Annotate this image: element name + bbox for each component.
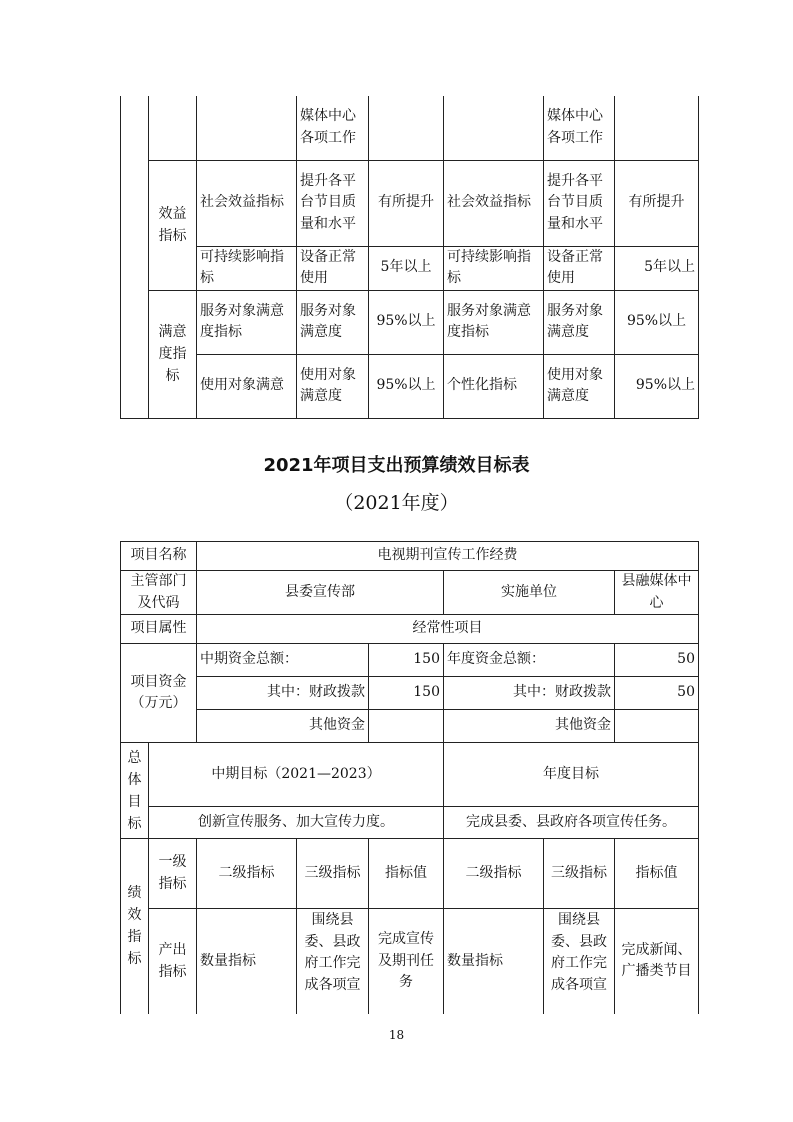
mid-goal-label: 中期目标（2021—2023） <box>149 743 444 807</box>
table-cell: 5年以上 <box>369 246 444 290</box>
table-row <box>121 354 699 418</box>
table-cell: 可持续影响指标 <box>444 246 544 290</box>
table-row <box>121 909 699 1014</box>
table-cell: 媒体中心各项工作 <box>297 96 369 160</box>
table-row <box>121 710 699 743</box>
qty-label: 数量指标 <box>197 909 297 1014</box>
table-cell: 服务对象满意度指标 <box>197 290 297 354</box>
attr-label: 项目属性 <box>121 615 197 644</box>
table-row <box>121 839 699 909</box>
project-name-label: 项目名称 <box>121 542 197 571</box>
table-cell: 社会效益指标 <box>444 160 544 246</box>
table-cell: 5年以上 <box>615 246 699 290</box>
funds-label: 项目资金（万元） <box>121 644 197 743</box>
table-cell: 可持续影响指标 <box>197 246 297 290</box>
project-name-value: 电视期刊宣传工作经费 <box>197 542 699 571</box>
category-cell: 满意度指标 <box>149 290 197 418</box>
prev-indicator-table <box>120 96 699 419</box>
header-level2: 二级指标 <box>444 839 544 909</box>
table-cell: 使用对象满意度 <box>297 354 369 418</box>
mid-other-label: 其他资金 <box>197 710 369 743</box>
table-cell: 媒体中心各项工作 <box>544 96 615 160</box>
table-cell: 社会效益指标 <box>197 160 297 246</box>
table-cell: 使用对象满意 <box>197 354 297 418</box>
year-fiscal-label: 其中：财政拨款 <box>444 677 615 710</box>
table-row <box>121 571 699 615</box>
header-level3: 三级指标 <box>544 839 615 909</box>
mid-goal-text: 创新宣传服务、加大宣传力度。 <box>149 807 444 839</box>
table-cell: 设备正常使用 <box>297 246 369 290</box>
table-cell: 提升各平台节目质量和水平 <box>297 160 369 246</box>
table-row <box>121 677 699 710</box>
table-row <box>121 644 699 677</box>
table-row <box>121 290 699 354</box>
header-level2: 二级指标 <box>197 839 297 909</box>
table-cell: 个性化指标 <box>444 354 544 418</box>
dept-label: 主管部门及代码 <box>121 571 197 615</box>
page-subtitle: （2021年度） <box>334 492 459 514</box>
table-cell: 有所提升 <box>369 160 444 246</box>
table-cell <box>369 96 444 160</box>
table-cell: 设备正常使用 <box>544 246 615 290</box>
table-cell <box>444 96 544 160</box>
mid-level3: 围绕县委、县政府工作完成各项宣 <box>297 909 369 1014</box>
table-cell <box>197 96 297 160</box>
table-row <box>121 615 699 644</box>
year-other-value <box>615 710 699 743</box>
table-cell: 95%以上 <box>615 354 699 418</box>
table-cell <box>121 96 149 418</box>
performance-target-table <box>120 541 699 1014</box>
table-cell: 有所提升 <box>615 160 699 246</box>
table-row <box>121 96 699 160</box>
year-fiscal-value: 50 <box>615 677 699 710</box>
mid-total-value: 150 <box>369 644 444 677</box>
table-cell: 服务对象满意度指标 <box>444 290 544 354</box>
table-row <box>121 743 699 807</box>
mid-fiscal-value: 150 <box>369 677 444 710</box>
table-cell: 服务对象满意度 <box>297 290 369 354</box>
year-total-label: 年度资金总额： <box>444 644 615 677</box>
page-number: 18 <box>388 1028 405 1042</box>
perf-label: 绩效指标 <box>121 839 149 1014</box>
header-value: 指标值 <box>369 839 444 909</box>
mid-total-label: 中期资金总额： <box>197 644 369 677</box>
year-value: 完成新闻、广播类节目 <box>615 909 699 1014</box>
year-goal-label: 年度目标 <box>444 743 699 807</box>
output-label: 产出指标 <box>149 909 197 1014</box>
table-cell: 服务对象满意度 <box>544 290 615 354</box>
header-level3: 三级指标 <box>297 839 369 909</box>
table-cell: 95%以上 <box>615 290 699 354</box>
table-cell: 提升各平台节目质量和水平 <box>544 160 615 246</box>
mid-other-value <box>369 710 444 743</box>
table-cell: 95%以上 <box>369 290 444 354</box>
header-value: 指标值 <box>615 839 699 909</box>
year-other-label: 其他资金 <box>444 710 615 743</box>
year-goal-text: 完成县委、县政府各项宣传任务。 <box>444 807 699 839</box>
mid-fiscal-label: 其中：财政拨款 <box>197 677 369 710</box>
table-row <box>121 246 699 290</box>
impl-value: 县融媒体中心 <box>615 571 699 615</box>
table-cell <box>149 96 197 160</box>
table-cell: 使用对象满意度 <box>544 354 615 418</box>
year-level3: 围绕县委、县政府工作完成各项宣 <box>544 909 615 1014</box>
table-cell: 95%以上 <box>369 354 444 418</box>
table-row <box>121 807 699 839</box>
goal-label: 总体目标 <box>121 743 149 839</box>
year-total-value: 50 <box>615 644 699 677</box>
qty-label: 数量指标 <box>444 909 544 1014</box>
mid-value: 完成宣传及期刊任务 <box>369 909 444 1014</box>
dept-value: 县委宣传部 <box>197 571 444 615</box>
impl-label: 实施单位 <box>444 571 615 615</box>
attr-value: 经常性项目 <box>197 615 699 644</box>
header-level1: 一级指标 <box>149 839 197 909</box>
page-title: 2021年项目支出预算绩效目标表 <box>263 455 530 476</box>
table-row <box>121 160 699 246</box>
category-cell: 效益指标 <box>149 160 197 290</box>
table-row <box>121 542 699 571</box>
table-cell <box>615 96 699 160</box>
